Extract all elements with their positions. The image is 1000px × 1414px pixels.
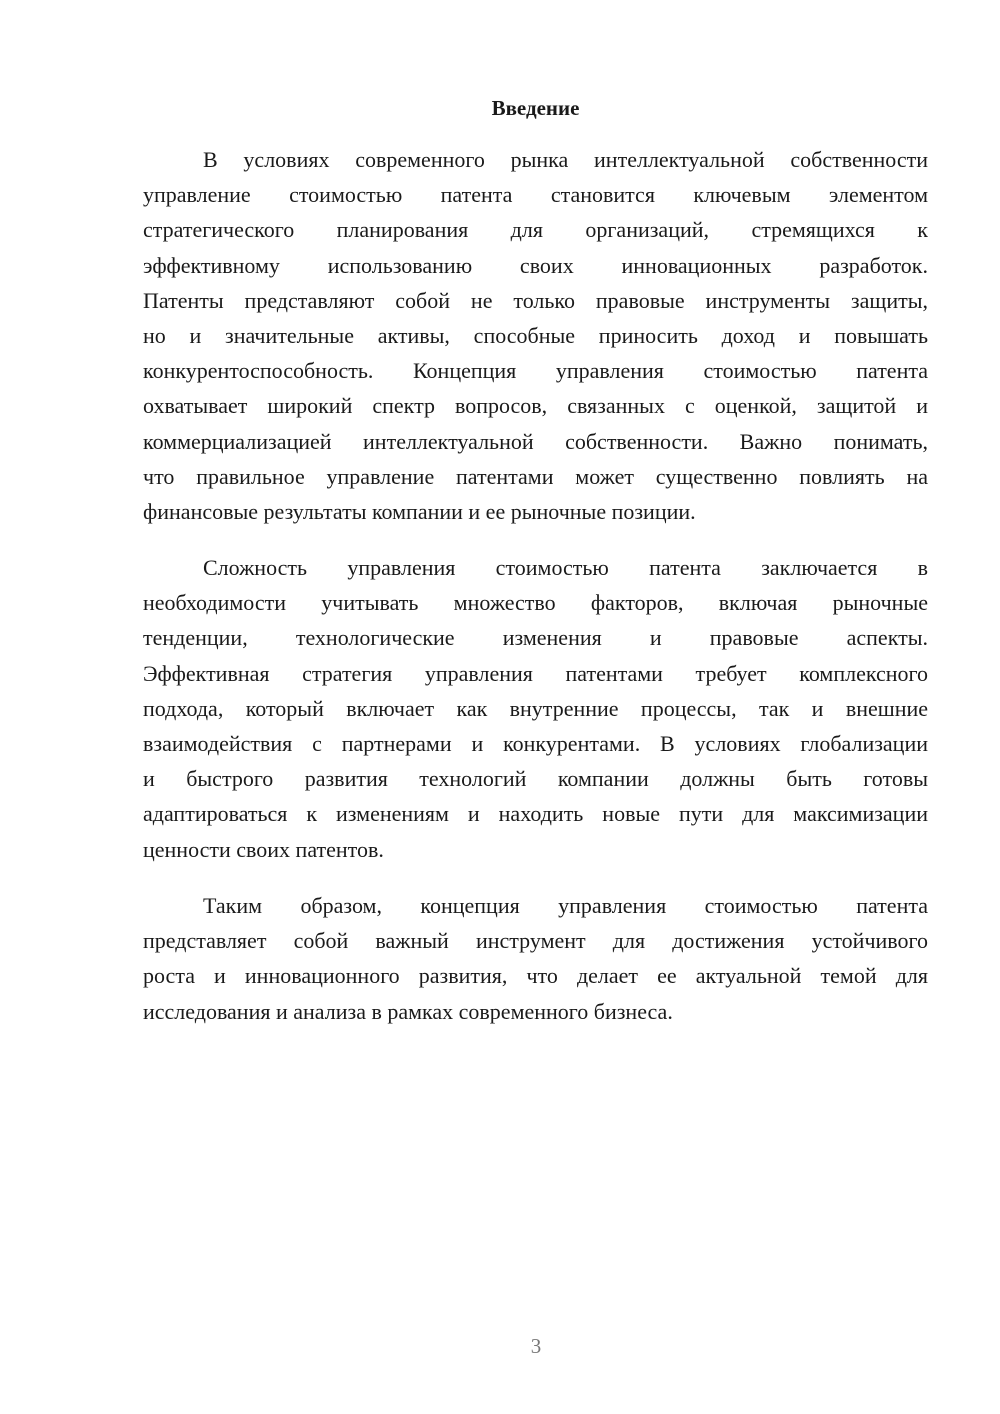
paragraph-3 [143, 888, 928, 1029]
text-line: стратегического планирования для организаций, стремящихся к [143, 217, 928, 243]
text-line: исследования и анализа в рамках современного бизнеса. [143, 998, 673, 1024]
text-line: Таким образом, концепция управления стоимостью патента [203, 893, 928, 918]
text-line: Патенты представляют собой не только правовые инструменты защиты, [143, 287, 928, 313]
section-title-text: Введение [491, 96, 580, 120]
text-line: взаимодействия с партнерами и конкурентами. В условиях глобализации [143, 730, 928, 756]
paragraph-1 [143, 142, 928, 529]
text-line: Эффективная стратегия управления патентами требует комплексного [143, 660, 928, 686]
text-line: эффективному использованию своих инновационных разработок. [143, 252, 928, 278]
page-number: 3 [530, 1334, 542, 1358]
text-line: роста и инновационного развития, что делает ее актуальной темой для [143, 963, 928, 989]
text-line: управление стоимостью патента становится ключевым элементом [143, 182, 928, 208]
text-line: но и значительные активы, способные приносить доход и повышать [143, 322, 928, 348]
text-line: ценности своих патентов. [143, 836, 384, 862]
section-title [143, 96, 928, 121]
text-line: коммерциализацией интеллектуальной собственности. Важно понимать, [143, 428, 928, 454]
text-line: представляет собой важный инструмент для достижения устойчивого [143, 928, 928, 954]
text-line: адаптироваться к изменениям и находить новые пути для максимизации [143, 801, 928, 827]
text-line: необходимости учитывать множество факторов, включая рыночные [143, 590, 928, 616]
text-line: финансовые результаты компании и ее рыночные позиции. [143, 498, 696, 524]
text-line: Сложность управления стоимостью патента заключается в [203, 555, 928, 580]
text-line: что правильное управление патентами может существенно повлиять на [143, 463, 928, 489]
paragraph-2 [143, 550, 928, 867]
text-line: охватывает широкий спектр вопросов, связанных с оценкой, защитой и [143, 393, 928, 419]
text-line: подхода, который включает как внутренние процессы, так и внешние [143, 695, 928, 721]
text-line: и быстрого развития технологий компании должны быть готовы [143, 766, 928, 792]
text-line: В условиях современного рынка интеллектуальной собственности [203, 147, 928, 172]
text-line: тенденции, технологические изменения и правовые аспекты. [143, 625, 928, 651]
text-line: конкурентоспособность. Концепция управления стоимостью патента [143, 358, 928, 384]
